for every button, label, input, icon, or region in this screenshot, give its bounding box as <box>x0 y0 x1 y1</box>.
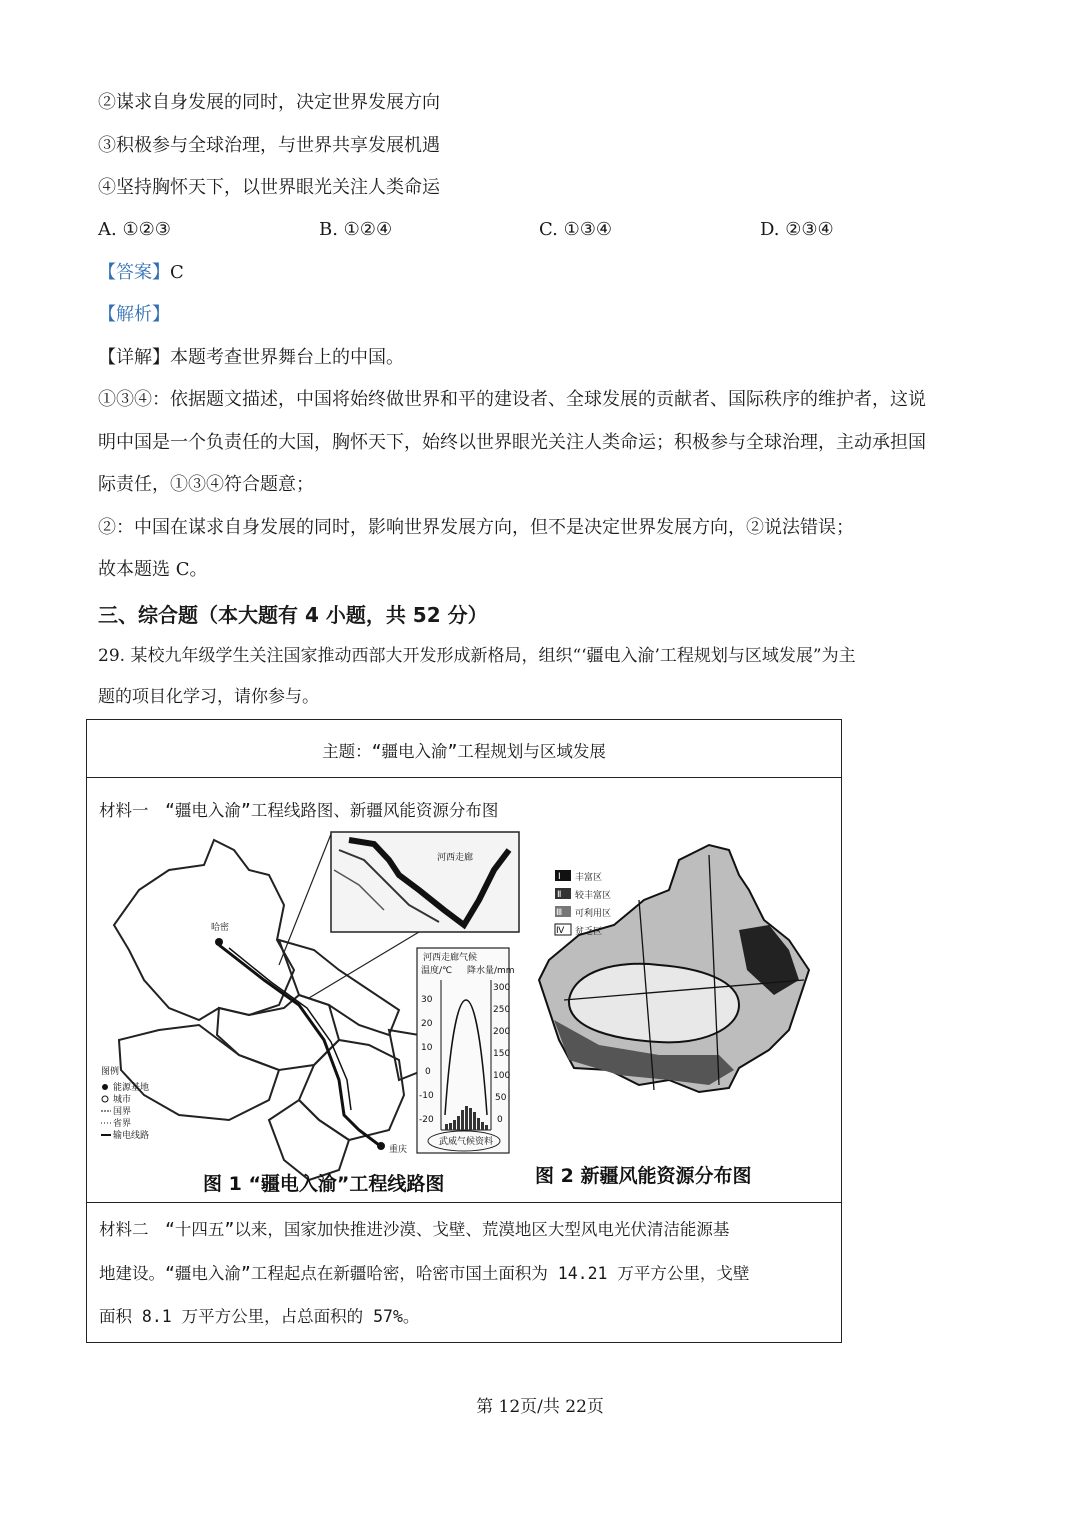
city-label-chongqing: 重庆 <box>389 1145 408 1155</box>
zone-basin <box>569 964 739 1043</box>
tick-l-3: 0 <box>425 1067 431 1077</box>
fig1-legend <box>101 1065 149 1141</box>
choice-d: D. ②③④ <box>760 219 834 240</box>
legend-item-1: 能源基地 <box>113 1083 150 1093</box>
explain-line-4: ②：中国在谋求自身发展的同时，影响世界发展方向，但不是决定世界发展方向，②说法错误； <box>98 517 854 538</box>
answer-line <box>98 261 184 285</box>
legend-item-5: 输电线路 <box>113 1131 150 1141</box>
fig1-caption: 图 1 “疆电入渝”工程线路图 <box>203 1173 445 1195</box>
sichuan-outline <box>299 1040 404 1140</box>
tick-l-4: -10 <box>419 1091 434 1101</box>
material-2-line-2: 地建设。“疆电入渝”工程起点在新疆哈密，哈密市国土面积为 14.21 万平方公里，戈壁 <box>99 1264 750 1283</box>
material-1-label: 材料一 “疆电入渝”工程线路图、新疆风能资源分布图 <box>99 801 499 820</box>
legend2-code-4: Ⅳ <box>556 926 565 936</box>
figures <box>99 830 831 1200</box>
question-line-2: 题的项目化学习，请你参与。 <box>98 687 319 707</box>
legend-item-2: 城市 <box>113 1095 132 1105</box>
xinjiang-outline <box>114 840 294 1020</box>
answer-tag: 【答案】 <box>98 262 170 283</box>
legend2-item-3: 可利用区 <box>575 909 612 919</box>
fig2-caption: 图 2 新疆风能资源分布图 <box>535 1165 752 1187</box>
inset-label: 河西走廊 <box>437 853 474 863</box>
tick-l-2: 10 <box>421 1043 433 1053</box>
chongqing-dot <box>377 1142 385 1150</box>
yunnan-outline <box>269 1100 349 1180</box>
explain-line-5: 故本题选 C。 <box>98 559 208 580</box>
option-4: ④坚持胸怀天下，以世界眼光关注人类命运 <box>98 177 440 198</box>
legend-item-4: 省界 <box>113 1119 132 1129</box>
unit-precip: 降水量/mm <box>467 966 515 976</box>
tick-r-5: 50 <box>495 1093 507 1103</box>
climate-subcaption: 武威气候资料 <box>439 1137 494 1147</box>
city-label-hami: 哈密 <box>211 923 230 933</box>
legend-item-3: 国界 <box>113 1107 132 1117</box>
question-line-1: 29. 某校九年级学生关注国家推动西部大开发形成新格局，组织“‘疆电入渝’工程规划与区域发展”为主 <box>98 646 856 666</box>
tick-l-0: 30 <box>421 995 433 1005</box>
choice-a: A. ①②③ <box>98 219 171 240</box>
tibet-outline <box>119 1025 279 1120</box>
tick-r-3: 150 <box>493 1049 511 1059</box>
fig1-route-map <box>101 832 519 1195</box>
explain-line-3: 际责任，①③④符合题意； <box>98 474 314 495</box>
unit-temp: 温度/℃ <box>421 966 453 976</box>
material-box <box>86 719 842 1343</box>
choice-row <box>98 219 878 243</box>
hami-dot <box>215 938 223 946</box>
box-divider-2 <box>87 1202 841 1203</box>
tick-l-5: -20 <box>419 1115 434 1125</box>
option-3: ③积极参与全球治理，与世界共享发展机遇 <box>98 135 440 156</box>
choice-c: C. ①③④ <box>539 219 612 240</box>
legend2-item-2: 较丰富区 <box>575 891 612 901</box>
material-2-line-3: 面积 8.1 万平方公里，占总面积的 57%。 <box>99 1307 420 1326</box>
transmission-line <box>219 945 379 1145</box>
box-divider <box>87 777 841 778</box>
explain-line-2: 明中国是一个负责任的大国，胸怀天下，始终以世界眼光关注人类命运；积极参与全球治理，主动承担国 <box>98 432 926 453</box>
option-2: ②谋求自身发展的同时，决定世界发展方向 <box>98 92 440 113</box>
box-title: 主题：“疆电入渝”工程规划与区域发展 <box>322 742 606 761</box>
material-2-line-1: 材料二 “十四五”以来，国家加快推进沙漠、戈壁、荒漠地区大型风电光伏清洁能源基 <box>99 1220 730 1239</box>
legend2-code-2: Ⅱ <box>557 890 562 900</box>
tick-r-6: 0 <box>497 1115 503 1125</box>
legend2-item-1: 丰富区 <box>575 873 603 883</box>
fig2-wind-map <box>535 845 809 1187</box>
tick-r-1: 250 <box>493 1005 511 1015</box>
detail-line: 【详解】本题考查世界舞台上的中国。 <box>98 347 404 368</box>
explain-line-1: ①③④：依据题文描述，中国将始终做世界和平的建设者、全球发展的贡献者、国际秩序的维护者，这说 <box>98 389 926 410</box>
legend2-code-1: Ⅰ <box>558 872 561 882</box>
choice-b: B. ①②④ <box>319 219 393 240</box>
answer-value: C <box>170 262 184 283</box>
legend2-item-4: 贫乏区 <box>575 927 603 937</box>
tick-l-1: 20 <box>421 1019 433 1029</box>
legend-title: 图例 <box>101 1067 120 1077</box>
fig2-legend <box>555 870 611 937</box>
tick-r-0: 300 <box>493 983 511 993</box>
tick-r-2: 200 <box>493 1027 511 1037</box>
legend2-code-3: Ⅲ <box>556 908 563 918</box>
tick-r-4: 100 <box>493 1071 511 1081</box>
analysis-tag: 【解析】 <box>98 304 170 325</box>
climate-label: 河西走廊气候 <box>423 953 478 963</box>
section-heading: 三、综合题（本大题有 4 小题，共 52 分） <box>98 603 488 627</box>
page-footer: 第 12页/共 22页 <box>476 1397 604 1417</box>
